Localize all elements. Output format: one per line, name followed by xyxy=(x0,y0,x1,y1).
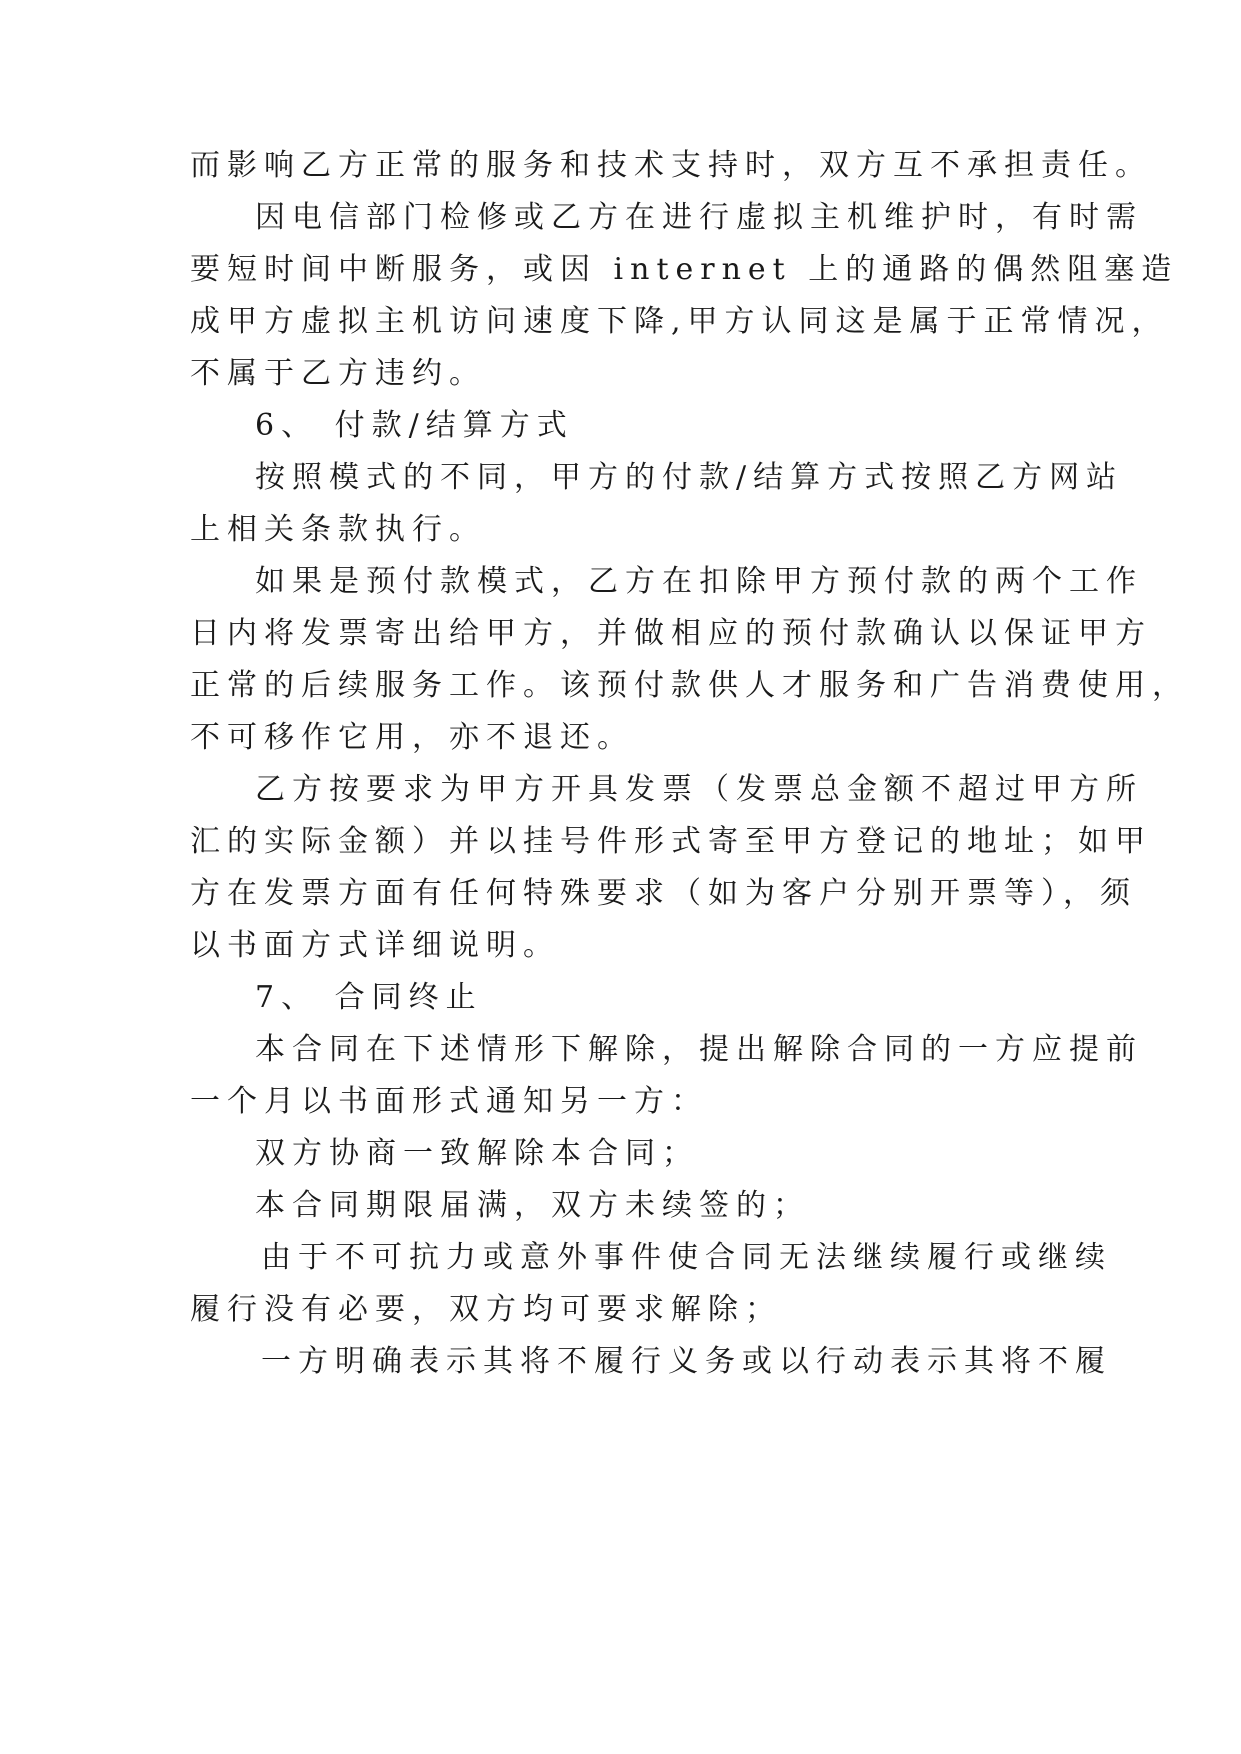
text-line: 以书面方式详细说明。 xyxy=(190,928,560,963)
paragraph-line: 一方明确表示其将不履行义务或以行动表示其将不履 xyxy=(261,1344,1112,1379)
text-line: 正常的后续服务工作。该预付款供人才服务和广告消费使用， xyxy=(190,668,1189,703)
text-line: 成甲方虚拟主机访问速度下降,甲方认同这是属于正常情况， xyxy=(190,304,1169,339)
text-line: 上相关条款执行。 xyxy=(190,512,486,547)
text-line: 一个月以书面形式通知另一方： xyxy=(190,1084,708,1119)
paragraph-line: 如果是预付款模式，乙方在扣除甲方预付款的两个工作 xyxy=(255,564,1143,599)
text-line: 不属于乙方违约。 xyxy=(190,356,486,391)
text-line: 不可移作它用，亦不退还。 xyxy=(190,720,634,755)
text-line: 要短时间中断服务，或因 internet 上的通路的偶然阻塞造 xyxy=(190,252,1179,287)
text-line: 日内将发票寄出给甲方，并做相应的预付款确认以保证甲方 xyxy=(190,616,1152,651)
paragraph-line: 乙方按要求为甲方开具发票（发票总金额不超过甲方所 xyxy=(255,772,1143,807)
paragraph-line: 因电信部门检修或乙方在进行虚拟主机维护时，有时需 xyxy=(255,200,1143,235)
paragraph-line: 本合同期限届满，双方未续签的； xyxy=(255,1188,810,1223)
text-line: 汇的实际金额）并以挂号件形式寄至甲方登记的地址；如甲 xyxy=(190,824,1152,859)
section-heading: 6、 付款/结算方式 xyxy=(255,408,574,443)
paragraph-line: 按照模式的不同，甲方的付款/结算方式按照乙方网站 xyxy=(255,460,1124,495)
section-heading: 7、 合同终止 xyxy=(255,980,483,1015)
paragraph-line: 双方协商一致解除本合同； xyxy=(255,1136,699,1171)
text-line: 履行没有必要，双方均可要求解除； xyxy=(190,1292,782,1327)
paragraph-line: 由于不可抗力或意外事件使合同无法继续履行或继续 xyxy=(261,1240,1112,1275)
paragraph-line: 本合同在下述情形下解除，提出解除合同的一方应提前 xyxy=(255,1032,1143,1067)
text-line: 而影响乙方正常的服务和技术支持时，双方互不承担责任。 xyxy=(190,148,1152,183)
text-line: 方在发票方面有任何特殊要求（如为客户分别开票等），须 xyxy=(190,876,1137,911)
